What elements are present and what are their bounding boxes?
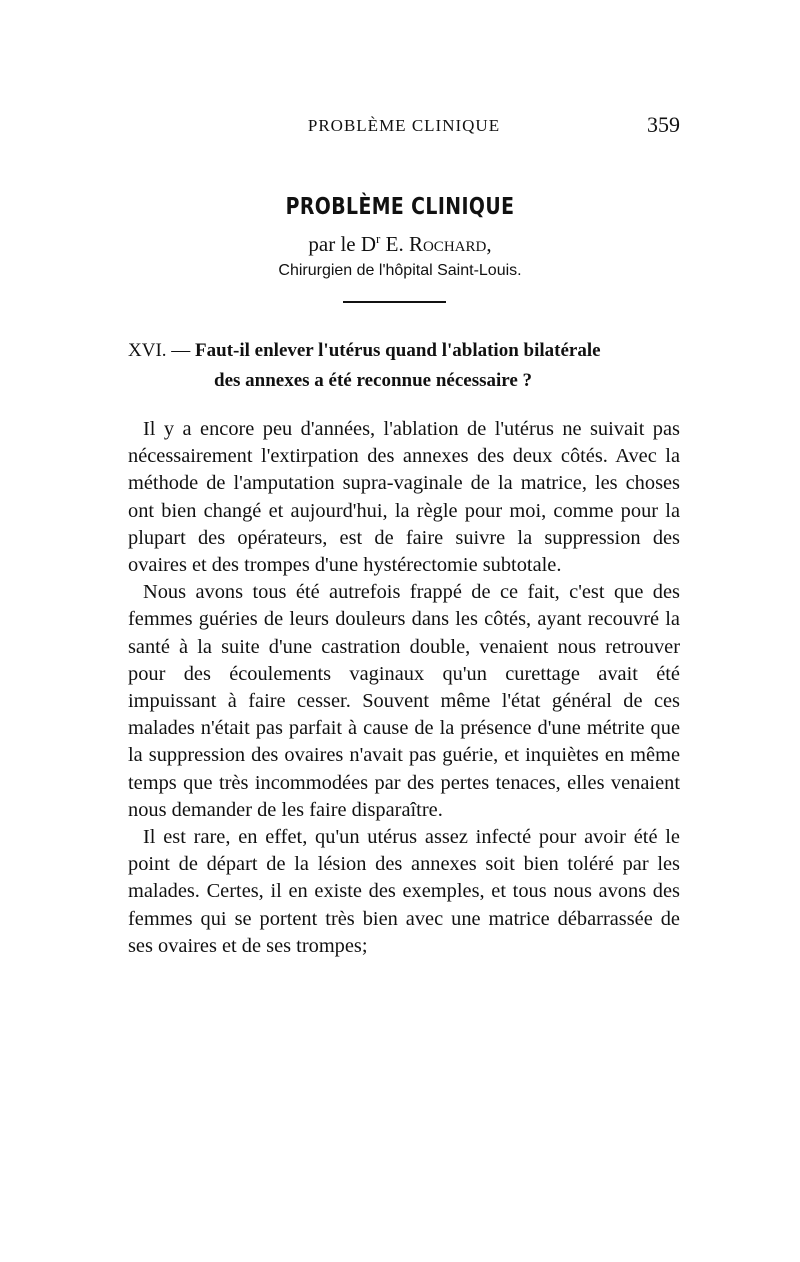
page-number: 359 xyxy=(647,112,680,137)
body-text xyxy=(128,416,680,960)
paragraph-1: Il y a encore peu d'années, l'ablation de l'utérus ne suivait pas nécessairement l'extirpation des annexes des deux côtés. Avec la méthode de l'amputation supra-vaginale de la matrice, les choses ont bien changé et aujourd'hui, la règle pour moi, comme pour la plupart des opérateurs, est de faire suivre la suppression des ovaires et des trompes d'une hystérectomie subtotale. xyxy=(128,418,680,577)
byline xyxy=(0,232,800,257)
author-affiliation: Chirurgien de l'hôpital Saint-Louis. xyxy=(278,262,522,279)
section-number: XVI. — xyxy=(128,340,191,361)
section-heading-line-2: des annexes a été reconnue nécessaire ? xyxy=(214,370,533,391)
title-divider xyxy=(343,301,446,303)
article-title: PROBLÈME CLINIQUE xyxy=(285,194,515,220)
section-heading xyxy=(128,336,680,396)
section-heading-text-1: Faut-il enlever l'utérus quand l'ablation bilatérale xyxy=(195,340,601,361)
author-name: Rochard, xyxy=(408,232,492,256)
byline-superscript: r xyxy=(376,231,381,246)
byline-prefix: par le D xyxy=(308,232,377,256)
running-title: PROBLÈME CLINIQUE xyxy=(307,116,501,135)
author-initial: E. xyxy=(385,232,404,256)
paragraph-2: Nous avons tous été autrefois frappé de ce fait, c'est que des femmes guéries de leurs douleurs dans les côtés, ayant recouvré la santé à la suite d'une castration double, venaient nous retrouver pour des écoulements vaginaux qu'un curettage avait été impuissant à faire cesser. Souvent même l'état général de ces malades n'était pas parfait à cause de la présence d'une métrite que la suppression des ovaires n'avait pas guérie, et inquiètes en même temps que très incommodées par des pertes tenaces, elles venaient nous demander de les faire disparaître. xyxy=(128,581,680,821)
running-head xyxy=(128,112,680,142)
section-heading-line-1 xyxy=(128,336,680,366)
paragraph-3: Il est rare, en effet, qu'un utérus assez infecté pour avoir été le point de départ de la lésion des annexes soit bien toléré par les malades. Certes, il en existe des exemples, et tous nous avons des femmes qui se portent très bien avec une matrice débarrassée de ses ovaires et de ses trompes; xyxy=(128,826,680,957)
